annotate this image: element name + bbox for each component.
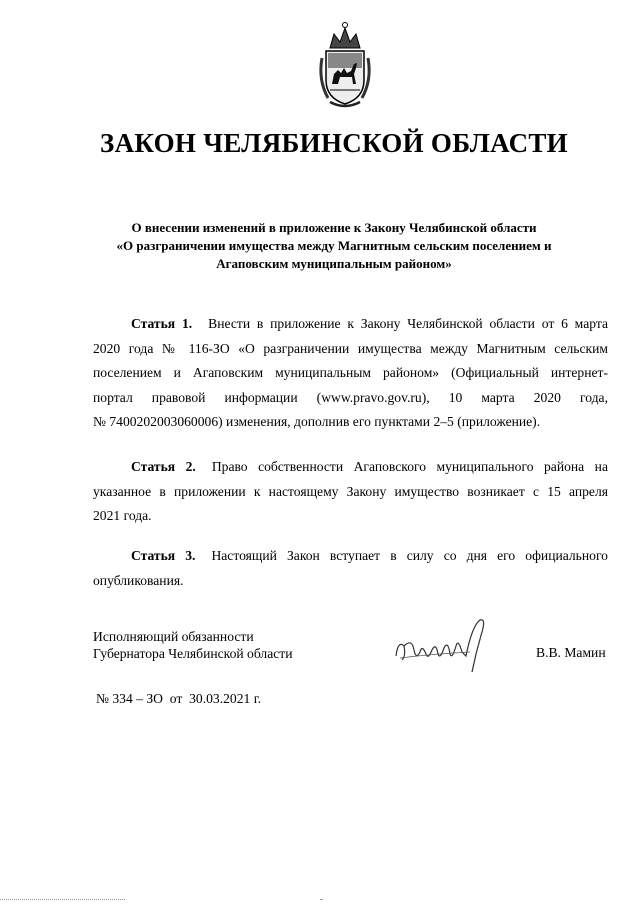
article-2 bbox=[93, 455, 608, 529]
article-line bbox=[93, 455, 608, 480]
signatory-position bbox=[93, 628, 293, 662]
article-line: опубликования. bbox=[93, 572, 184, 588]
position-line: Исполняющий обязанности bbox=[93, 629, 254, 644]
article-text: Внести в приложение к Закону Челябинской области от 6 марта bbox=[208, 316, 608, 331]
article-text: Право собственности Агаповского муниципального района на bbox=[211, 459, 608, 474]
subject-line: Агаповским муниципальным районом» bbox=[216, 256, 452, 271]
handwritten-signature bbox=[392, 616, 492, 674]
registration-number: № 334 – ЗО от 30.03.2021 г. bbox=[96, 691, 262, 706]
signer-name: В.В. Мамин bbox=[536, 645, 606, 660]
law-subject bbox=[14, 219, 640, 273]
article-line: портал правовой информации (www.pravo.gov.ru), 10 марта 2020 года, bbox=[93, 389, 608, 405]
subject-line: О внесении изменений в приложение к Закону Челябинской области bbox=[131, 220, 537, 235]
coat-of-arms-emblem bbox=[316, 18, 374, 110]
article-line: № 7400202003060006) изменения, дополнив его пунктами 2–5 (приложение). bbox=[93, 414, 541, 429]
article-line: 2020 года № 116-ЗО «О разграничении имущества между Магнитным сельским bbox=[93, 340, 608, 356]
article-3 bbox=[93, 544, 608, 593]
position-line: Губернатора Челябинской области bbox=[93, 646, 293, 661]
law-title: ЗАКОН ЧЕЛЯБИНСКОЙ ОБЛАСТИ bbox=[100, 128, 568, 158]
article-line bbox=[93, 544, 608, 569]
article-label: Статья 2. bbox=[131, 459, 196, 474]
footer-divider bbox=[0, 899, 125, 901]
article-line: поселением и Агаповским муниципальным районом» (Официальный интернет- bbox=[93, 365, 608, 380]
article-label: Статья 1. bbox=[131, 316, 193, 331]
article-line: 2021 года. bbox=[93, 508, 152, 523]
subject-line: «О разграничении имущества между Магнитным сельским поселением и bbox=[116, 238, 552, 253]
article-1 bbox=[93, 312, 608, 435]
article-line: указанное в приложении к настоящему Закону имущество возникает с 15 апреля bbox=[93, 483, 608, 499]
article-text: Настоящий Закон вступает в силу со дня его официального bbox=[211, 548, 608, 563]
article-label: Статья 3. bbox=[131, 548, 196, 563]
article-line bbox=[93, 312, 608, 337]
footer-mark bbox=[320, 899, 322, 901]
